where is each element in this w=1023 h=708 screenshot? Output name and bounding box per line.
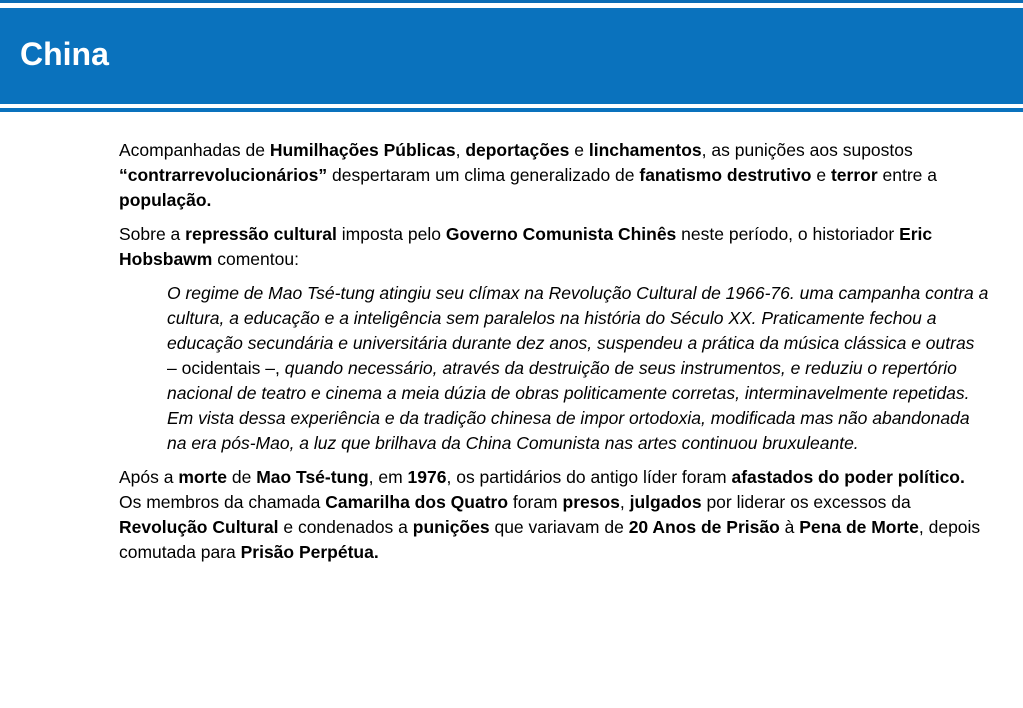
text-span: imposta pelo: [336, 224, 446, 244]
emphasis-text: Mao Tsé-tung: [256, 467, 369, 487]
paragraph-after-mao: [119, 465, 989, 565]
text-span: Os membros da chamada: [119, 492, 326, 512]
quote-text: O regime de Mao Tsé-tung atingiu seu clímax na Revolução Cultural de 1966-76. uma campanha contra a cultura, a educação e a inteligência sem paralelos na história do Século XX. Praticamente fechou a educação secundária e universitária durante dez anos, suspendeu a prática da música clássica e outras: [167, 283, 989, 353]
emphasis-text: julgados: [629, 492, 702, 512]
text-span: , os partidários do antigo líder foram: [446, 467, 732, 487]
emphasis-text: deportações: [465, 140, 570, 160]
emphasis-text: Prisão Perpétua.: [240, 542, 379, 562]
text-span: entre a: [877, 165, 938, 185]
text-span: Sobre a: [119, 224, 186, 244]
emphasis-text: punições: [412, 517, 490, 537]
emphasis-text: fanatismo destrutivo: [639, 165, 812, 185]
hobsbawm-quote: [167, 281, 989, 456]
text-span: neste período, o historiador: [676, 224, 900, 244]
emphasis-text: Governo Comunista Chinês: [445, 224, 677, 244]
header-bar: [0, 8, 1023, 104]
text-span: que variavam de: [489, 517, 629, 537]
text-span: e: [569, 140, 589, 160]
emphasis-text: 20 Anos de Prisão: [628, 517, 780, 537]
emphasis-text: afastados do poder político.: [731, 467, 965, 487]
emphasis-text: terror: [830, 165, 878, 185]
text-span: ,: [455, 140, 466, 160]
text-span: Após a: [119, 467, 179, 487]
emphasis-text: “contrarrevolucionários”: [119, 165, 328, 185]
header-bottom-line: [0, 108, 1023, 112]
text-span: ,: [619, 492, 630, 512]
quote-text: quando necessário, através da destruição de seus instrumentos, e reduziu o repertório nacional de teatro e cinema a meia dúzia de obras politicamente corretas, interminavelmente repetidas. Em vista dessa experiência e da tradição chinesa de impor ortodoxia, modificada mas não abandonada na era pós-Mao, a luz que brilhava da China Comunista nas artes continuou bruxuleante.: [167, 358, 970, 453]
text-span: por liderar os excessos da: [701, 492, 911, 512]
text-span: , depois comutada para: [119, 517, 981, 562]
paragraph-punishments: [119, 138, 989, 213]
paragraph-cultural-repression: [119, 222, 989, 272]
text-span: despertaram um clima generalizado de: [327, 165, 640, 185]
text-span: comentou:: [212, 249, 299, 269]
text-span: e: [811, 165, 831, 185]
emphasis-text: repressão cultural: [185, 224, 337, 244]
emphasis-text: Camarilha dos Quatro: [325, 492, 509, 512]
text-span: à: [779, 517, 800, 537]
text-span: foram: [508, 492, 563, 512]
text-span: de: [226, 467, 257, 487]
page-title: China: [20, 36, 109, 72]
text-span: , as punições aos supostos: [701, 140, 913, 160]
header-top-line: [0, 0, 1023, 3]
emphasis-text: Pena de Morte: [799, 517, 919, 537]
text-span: Acompanhadas de: [119, 140, 270, 160]
emphasis-text: Humilhações Públicas: [269, 140, 456, 160]
emphasis-text: linchamentos: [588, 140, 702, 160]
emphasis-text: presos: [562, 492, 620, 512]
text-span: , em: [368, 467, 408, 487]
emphasis-text: Revolução Cultural: [119, 517, 279, 537]
emphasis-text: população.: [119, 190, 212, 210]
emphasis-text: Eric Hobsbawm: [119, 224, 933, 269]
slide-content: [119, 138, 989, 574]
text-span: e condenados a: [278, 517, 413, 537]
emphasis-text: 1976: [407, 467, 447, 487]
text-span: – ocidentais –,: [167, 358, 285, 378]
emphasis-text: morte: [178, 467, 227, 487]
